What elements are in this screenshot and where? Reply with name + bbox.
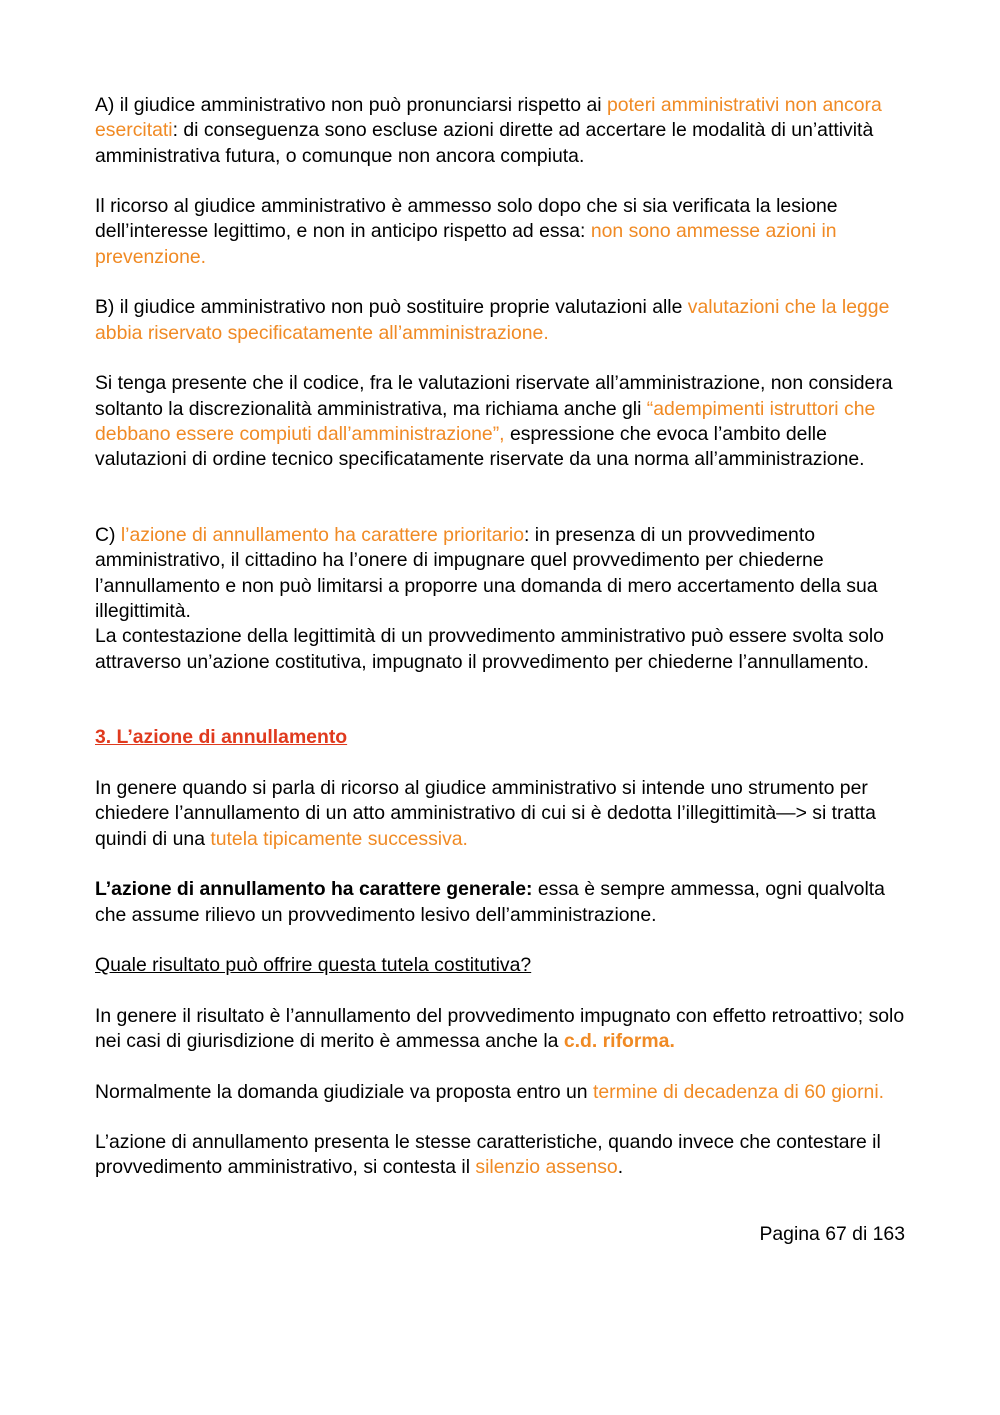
text: C) bbox=[95, 524, 121, 547]
paragraph-contestazione: La contestazione della legittimità di un provvedimento amministrativo può essere svolta solo attraverso un’azione costitutiva, impugnato il provvedimento per chiederne l’annullamento. bbox=[95, 625, 884, 673]
paragraph-c bbox=[95, 523, 910, 624]
text: In genere il risultato è l’annullamento del provvedimento impugnato con effetto retroattivo; solo nei casi di giurisdizione di merito è ammessa anche la bbox=[95, 1004, 905, 1052]
text: L’azione di annullamento presenta le stesse caratteristiche, quando invece che contestare il provvedimento amministrativo, si contesta il bbox=[95, 1131, 881, 1179]
text: Il ricorso al giudice amministrativo è ammesso solo dopo che si sia verificata la lesione dell’interesse legittimo, e non in anticipo rispetto ad essa: bbox=[95, 195, 838, 243]
highlight-text: termine di decadenza di 60 giorni. bbox=[592, 1080, 885, 1103]
highlight-text: “adempimenti istruttori che debbano essere compiuti dall’amministrazione”, bbox=[95, 397, 876, 445]
paragraph-silenzio bbox=[95, 1130, 910, 1181]
text: : di conseguenza sono escluse azioni dirette ad accertare le modalità di un’attività amministrativa futura, o comunque non ancora compiuta. bbox=[95, 119, 874, 167]
bold-text: L’azione di annullamento ha carattere generale: bbox=[95, 878, 533, 901]
text: : in presenza di un provvedimento amministrativo, il cittadino ha l’onere di impugnare quel provvedimento per chiederne l’annullamento e non può limitarsi a proporre una domanda di mero accertamento della sua illegittimità. bbox=[95, 524, 878, 622]
paragraph-risultato bbox=[95, 1004, 910, 1055]
page-number: Pagina 67 di 163 bbox=[759, 1223, 905, 1245]
paragraph-a bbox=[95, 93, 910, 169]
spacer bbox=[95, 472, 910, 523]
highlight-text: valutazioni che la legge abbia riservato specificatamente all’amministrazione. bbox=[95, 296, 890, 344]
paragraph-carattere-generale bbox=[95, 877, 910, 928]
spacer bbox=[95, 270, 910, 295]
highlight-text: non sono ammesse azioni in prevenzione. bbox=[95, 220, 837, 268]
highlight-text: tutela tipicamente successiva. bbox=[210, 827, 468, 850]
spacer bbox=[95, 751, 910, 776]
paragraph-ricorso-generale bbox=[95, 776, 910, 852]
paragraph-ricorso bbox=[95, 194, 910, 270]
text: . bbox=[617, 1156, 624, 1179]
paragraph-termine bbox=[95, 1080, 910, 1105]
spacer bbox=[95, 675, 910, 726]
text: B) il giudice amministrativo non può sostituire proprie valutazioni alle bbox=[95, 296, 688, 319]
document-body bbox=[95, 93, 910, 1181]
text: In genere quando si parla di ricorso al giudice amministrativo si intende uno strumento per chiedere l’annullamento di un atto amministrativo di cui si è dedotta l’illegittimità—> si tratta quindi di una bbox=[95, 777, 876, 850]
highlight-text: silenzio assenso bbox=[475, 1156, 618, 1179]
question-subheading: Quale risultato può offrire questa tutela costitutiva? bbox=[95, 954, 532, 977]
text: Normalmente la domanda giudiziale va proposta entro un bbox=[95, 1080, 593, 1103]
text: essa è sempre ammessa, ogni qualvolta che assume rilievo un provvedimento lesivo dell’amministrazione. bbox=[95, 878, 885, 926]
paragraph-codice bbox=[95, 371, 910, 472]
text: A) il giudice amministrativo non può pronunciarsi rispetto ai bbox=[95, 94, 607, 116]
text: espressione che evoca l’ambito delle valutazioni di ordine tecnico specificatamente riservate da una norma all’amministrazione. bbox=[95, 422, 865, 471]
spacer bbox=[95, 1105, 910, 1130]
text: Si tenga presente che il codice, fra le valutazioni riservate all’amministrazione, non considera soltanto la discrezionalità amministrativa, ma richiama anche gli bbox=[95, 372, 893, 420]
spacer bbox=[95, 1054, 910, 1079]
highlight-bold-text: c.d. riforma. bbox=[563, 1029, 675, 1052]
paragraph-b bbox=[95, 295, 910, 346]
spacer bbox=[95, 346, 910, 371]
spacer bbox=[95, 169, 910, 194]
spacer bbox=[95, 978, 910, 1003]
highlight-text: l’azione di annullamento ha carattere prioritario bbox=[120, 524, 524, 547]
spacer bbox=[95, 852, 910, 877]
section-heading: 3. L’azione di annullamento bbox=[95, 726, 348, 749]
highlight-text: poteri amministrativi non ancora esercitati bbox=[95, 94, 882, 142]
spacer bbox=[95, 928, 910, 953]
